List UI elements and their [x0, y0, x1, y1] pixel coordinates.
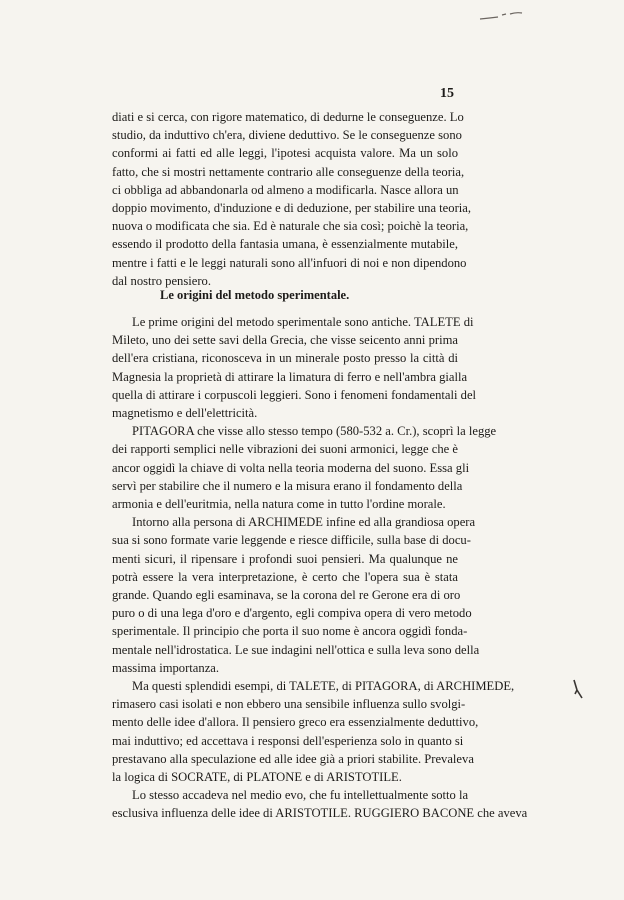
- page-number: 15: [440, 86, 454, 101]
- text-line: puro o di una lega d'oro e d'argento, egli compiva opera di vero metodo: [112, 606, 472, 621]
- text-line: ci obbliga ad abbandonarla od almeno a modificarla. Nasce allora un: [112, 182, 459, 197]
- text-line: mento delle idee d'allora. Il pensiero greco era essenzialmente deduttivo,: [112, 715, 479, 730]
- text-line: diati e si cerca, con rigore matematico, di dedurne le conseguenze. Lo: [112, 110, 464, 124]
- text-line: dal nostro pensiero.: [112, 273, 211, 288]
- text-line: mentre i fatti e le leggi naturali sono all'infuori di noi e non dipendono: [112, 255, 467, 270]
- text-line: mai induttivo; ed accettava i responsi dell'esperienza solo in quanto si: [112, 733, 464, 748]
- text-line: prestavano alla speculazione ed alle idee già a priori stabilite. Prevaleva: [112, 751, 474, 766]
- text-line: ancor oggidì la chiave di volta nella teoria moderna del suono. Essa gli: [112, 460, 470, 475]
- text-line: massima importanza.: [112, 660, 220, 675]
- paragraph-1: [112, 108, 471, 290]
- paragraph-2: [112, 313, 477, 422]
- text-line: potrà essere la vera interpretazione, è certo che l'opera sua è stata: [112, 569, 458, 584]
- text-line: mentale nell'idrostatica. Le sue indagini nell'ottica e sulla leva sono della: [112, 642, 480, 657]
- section-heading: Le origini del metodo sperimentale.: [160, 288, 350, 302]
- text-line: servì per stabilire che il numero e la misura erano il fondamento della: [112, 478, 463, 493]
- text-line: doppio movimento, d'induzione e di deduzione, per stabilire una teoria,: [112, 201, 471, 216]
- text-line: la logica di SOCRATE, di PLATONE e di ARISTOTILE.: [112, 770, 402, 785]
- paragraph-4: [112, 513, 480, 677]
- text-line: Mileto, uno dei sette savi della Grecia, che visse seicento anni prima: [112, 333, 458, 348]
- ink-mark-margin: [570, 676, 586, 704]
- text-line: Magnesia la proprietà di attirare la limatura di ferro e nell'ambra gialla: [112, 369, 468, 384]
- paragraph-3: [112, 422, 497, 513]
- paragraph-6: [112, 786, 528, 822]
- text-line: studio, da induttivo ch'era, diviene deduttivo. Se le conseguenze sono: [112, 128, 462, 143]
- text-line: nuova o modificata che sia. Ed è naturale che sia così; poichè la teoria,: [112, 219, 469, 234]
- body-text: [112, 313, 528, 823]
- text-line: conformi ai fatti ed alle leggi, l'ipotesi acquista valore. Ma un solo: [112, 146, 458, 161]
- text-line: dell'era cristiana, riconosceva in un minerale posto presso la città di: [112, 351, 458, 366]
- text-line: armonia e dell'euritmia, nella natura come in tutto l'ordine morale.: [112, 497, 446, 512]
- text-line: menti sicuri, il ripensare i profondi suoi pensieri. Ma qualunque ne: [112, 551, 458, 566]
- text-line: magnetismo e dell'elettricità.: [112, 406, 258, 421]
- text-line: Lo stesso accadeva nel medio evo, che fu intellettualmente sotto la: [132, 788, 469, 803]
- text-line: sua si sono formate varie leggende e riesce difficile, sulla base di docu-: [112, 533, 471, 548]
- text-line: Le prime origini del metodo sperimentale sono antiche. TALETE di: [132, 315, 474, 329]
- text-line: esclusiva influenza delle idee di ARISTOTILE. RUGGIERO BACONE che aveva: [112, 806, 528, 821]
- text-line: Ma questi splendidi esempi, di TALETE, di PITAGORA, di ARCHIMEDE,: [132, 679, 515, 694]
- ink-mark-top: [476, 6, 536, 24]
- paragraph-5: [112, 677, 515, 786]
- text-line: dei rapporti semplici nelle vibrazioni dei suoni armonici, legge che è: [112, 442, 458, 457]
- text-line: essendo il prodotto della fantasia umana, è essenzialmente mutabile,: [112, 237, 458, 252]
- text-line: grande. Quando egli esaminava, se la corona del re Gerone era di oro: [112, 588, 461, 603]
- text-line: quella di attirare i corpuscoli leggieri. Sono i fenomeni fondamentali del: [112, 387, 477, 402]
- text-line: sperimentale. Il principio che porta il suo nome è ancora oggidì fonda-: [112, 624, 468, 639]
- text-line: rimasero casi isolati e non ebbero una sensibile influenza sullo svolgi-: [112, 697, 466, 712]
- text-line: PITAGORA che visse allo stesso tempo (580-532 a. Cr.), scoprì la legge: [132, 424, 497, 439]
- text-line: Intorno alla persona di ARCHIMEDE infine ed alla grandiosa opera: [132, 515, 476, 530]
- text-line: fatto, che si mostri nettamente contrario alle conseguenze della teoria,: [112, 164, 465, 179]
